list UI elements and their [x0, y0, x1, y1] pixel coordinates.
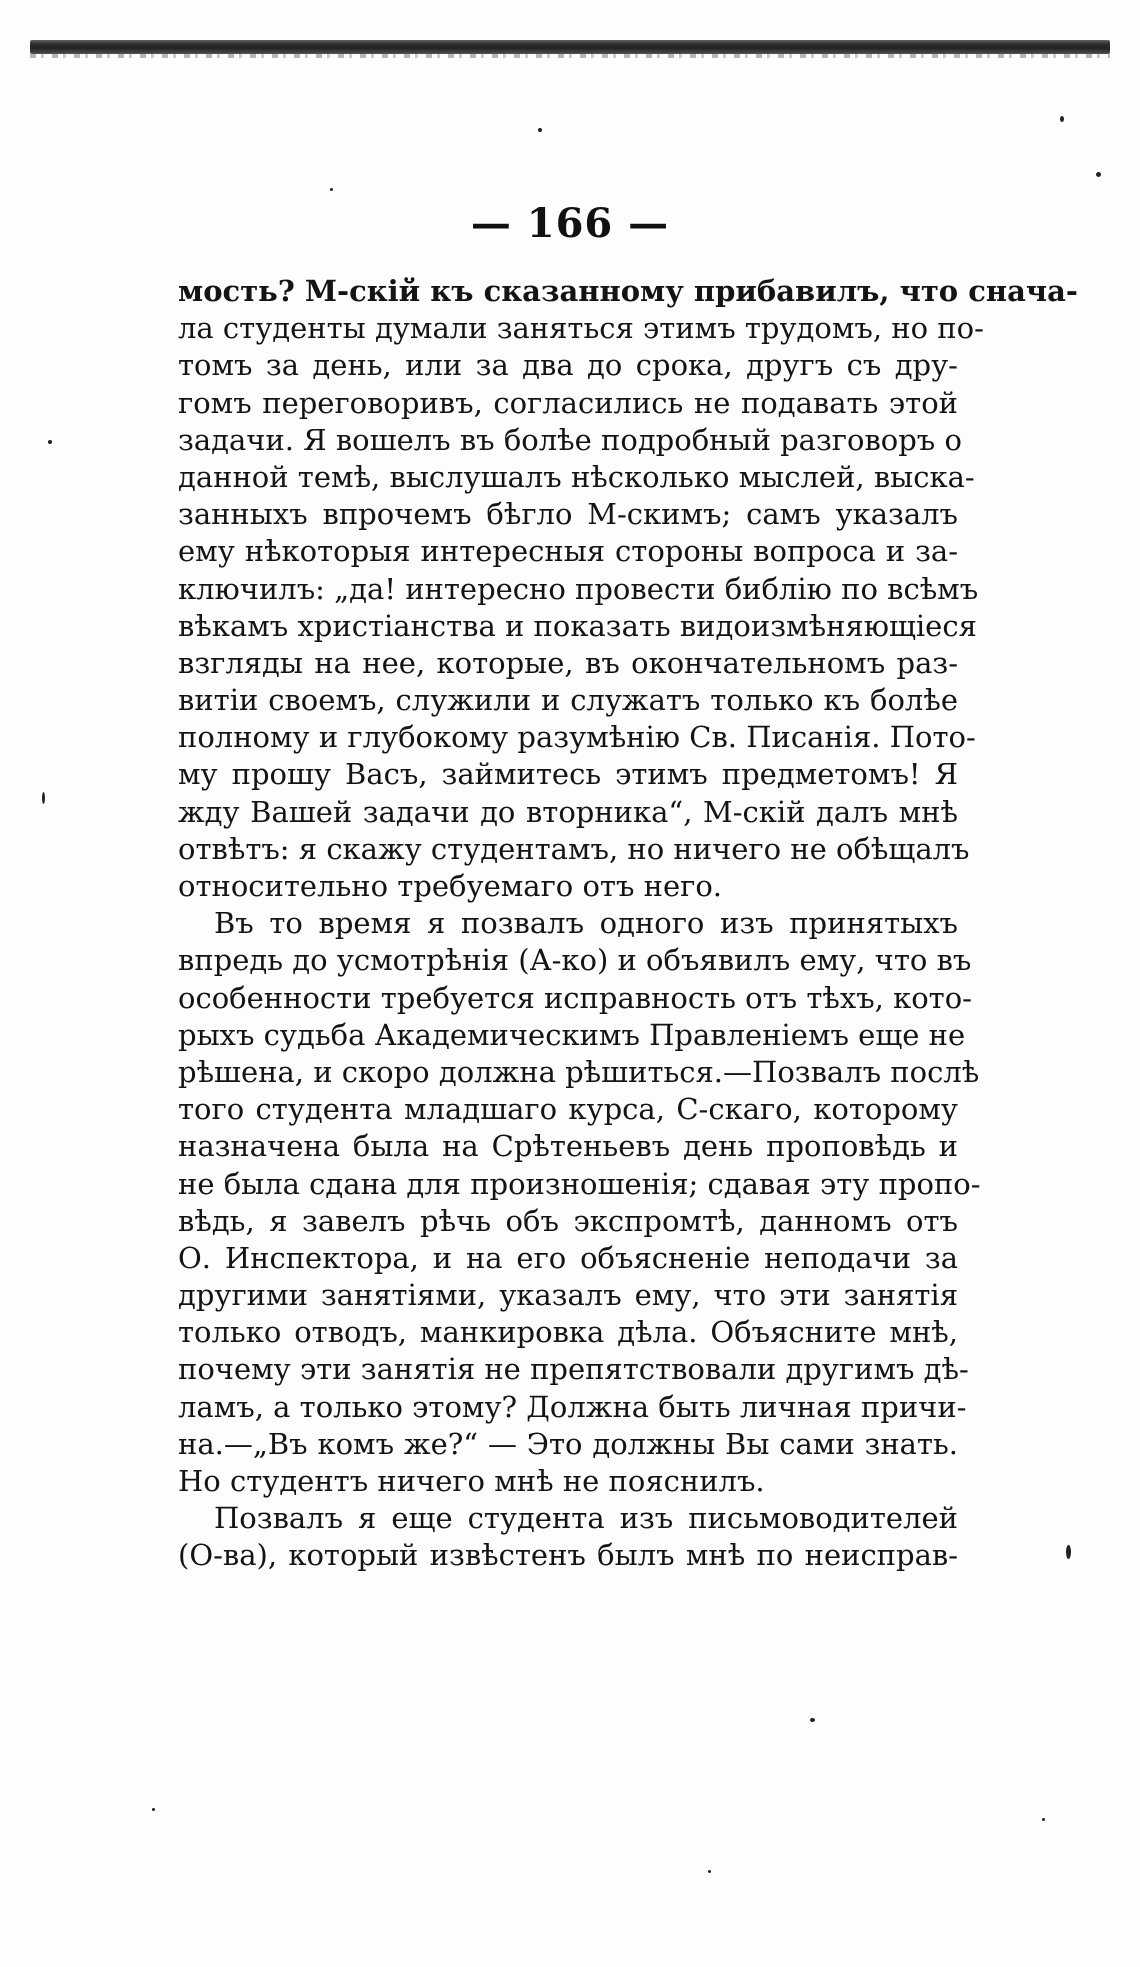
top-rule	[30, 40, 1110, 54]
text-line: полному и глубокому разумѣнію Св. Писанія. Пото-	[178, 720, 976, 755]
scan-speck	[42, 792, 45, 804]
text-line: впредь до усмотрѣнія (А-ко) и объявилъ ему, что въ	[178, 943, 972, 978]
text-line: ламъ, а только этому? Должна быть личная причи-	[178, 1389, 967, 1424]
text-line: жду Вашей задачи до вторника“, М-скій далъ мнѣ	[178, 794, 958, 829]
text-line: О. Инспектора, и на его объясненіе неподачи за	[178, 1240, 958, 1275]
page-number: — 166 —	[470, 200, 670, 247]
text-line: витіи своемъ, служили и служатъ только къ болѣе	[178, 683, 958, 718]
text-line: не была сдана для произношенія; сдавая эту пропо-	[178, 1166, 981, 1201]
scan-speck	[708, 1870, 711, 1873]
text-line: Но студентъ ничего мнѣ не пояснилъ.	[178, 1464, 765, 1498]
text-line: назначена была на Срѣтеньевъ день проповѣдь и	[178, 1129, 958, 1164]
scan-speck	[330, 188, 333, 191]
text-line: почему эти занятія не препятствовали другимъ дѣ-	[178, 1352, 969, 1387]
scan-speck	[810, 1718, 815, 1722]
scan-speck	[1060, 116, 1064, 122]
text-line: мость? М-скій къ сказанному прибавилъ, что снача-	[178, 274, 1078, 308]
text-line: данной темѣ, выслушалъ нѣсколько мыслей, выска-	[178, 459, 975, 494]
body-text	[178, 273, 1078, 1575]
text-line: томъ за день, или за два до срока, другъ съ дру-	[178, 348, 958, 383]
text-line: гомъ переговоривъ, согласились не подавать этой	[178, 385, 958, 420]
text-line: му прошу Васъ, займитесь этимъ предметомъ! Я	[178, 757, 958, 792]
text-line: (О-ва), который извѣстенъ былъ мнѣ по неисправ-	[178, 1538, 958, 1573]
text-line: рыхъ судьба Академическимъ Правленіемъ еще не	[178, 1017, 966, 1052]
text-line: другими занятіями, указалъ ему, что эти занятія	[178, 1278, 958, 1313]
text-line: ключилъ: „да! интересно провести библію по всѣмъ	[178, 571, 979, 606]
text-line: Позвалъ я еще студента изъ письмоводителей	[214, 1501, 958, 1536]
text-line: вѣкамъ христіанства и показать видоизмѣняющіеся	[178, 608, 977, 643]
text-line: относительно требуемаго отъ него.	[178, 869, 722, 903]
text-line: отвѣтъ: я скажу студентамъ, но ничего не обѣщалъ	[178, 831, 970, 866]
scan-speck	[538, 128, 542, 132]
text-line: задачи. Я вошелъ въ болѣе подробный разговоръ о	[178, 422, 962, 457]
text-line: рѣшена, и скоро должна рѣшиться.—Позвалъ послѣ	[178, 1054, 980, 1089]
text-line: Въ то время я позвалъ одного изъ принятыхъ	[214, 906, 958, 941]
scan-speck	[1042, 1818, 1045, 1821]
text-line: ему нѣкоторыя интересныя стороны вопроса и за-	[178, 534, 958, 569]
scan-speck	[1096, 172, 1101, 177]
text-line: только отводъ, манкировка дѣла. Объясните мнѣ,	[178, 1315, 958, 1350]
text-line: особенности требуется исправность отъ тѣхъ, кото-	[178, 980, 972, 1015]
top-rule-edge	[30, 54, 1110, 58]
text-line: того студента младшаго курса, С-скаго, которому	[178, 1092, 958, 1127]
text-line: вѣдь, я завелъ рѣчь объ экспромтѣ, данномъ отъ	[178, 1203, 958, 1238]
text-line: ла студенты думали заняться этимъ трудомъ, но по-	[178, 311, 984, 346]
text-line: взгляды на нее, которые, въ окончательномъ раз-	[178, 645, 958, 680]
scan-speck	[1066, 1545, 1071, 1559]
scan-speck	[152, 1808, 155, 1811]
scan-speck	[48, 440, 52, 444]
text-line: на.—„Въ комъ же?“ — Это должны Вы сами знать.	[178, 1426, 958, 1461]
text-line: занныхъ впрочемъ бѣгло М-скимъ; самъ указалъ	[178, 497, 958, 532]
